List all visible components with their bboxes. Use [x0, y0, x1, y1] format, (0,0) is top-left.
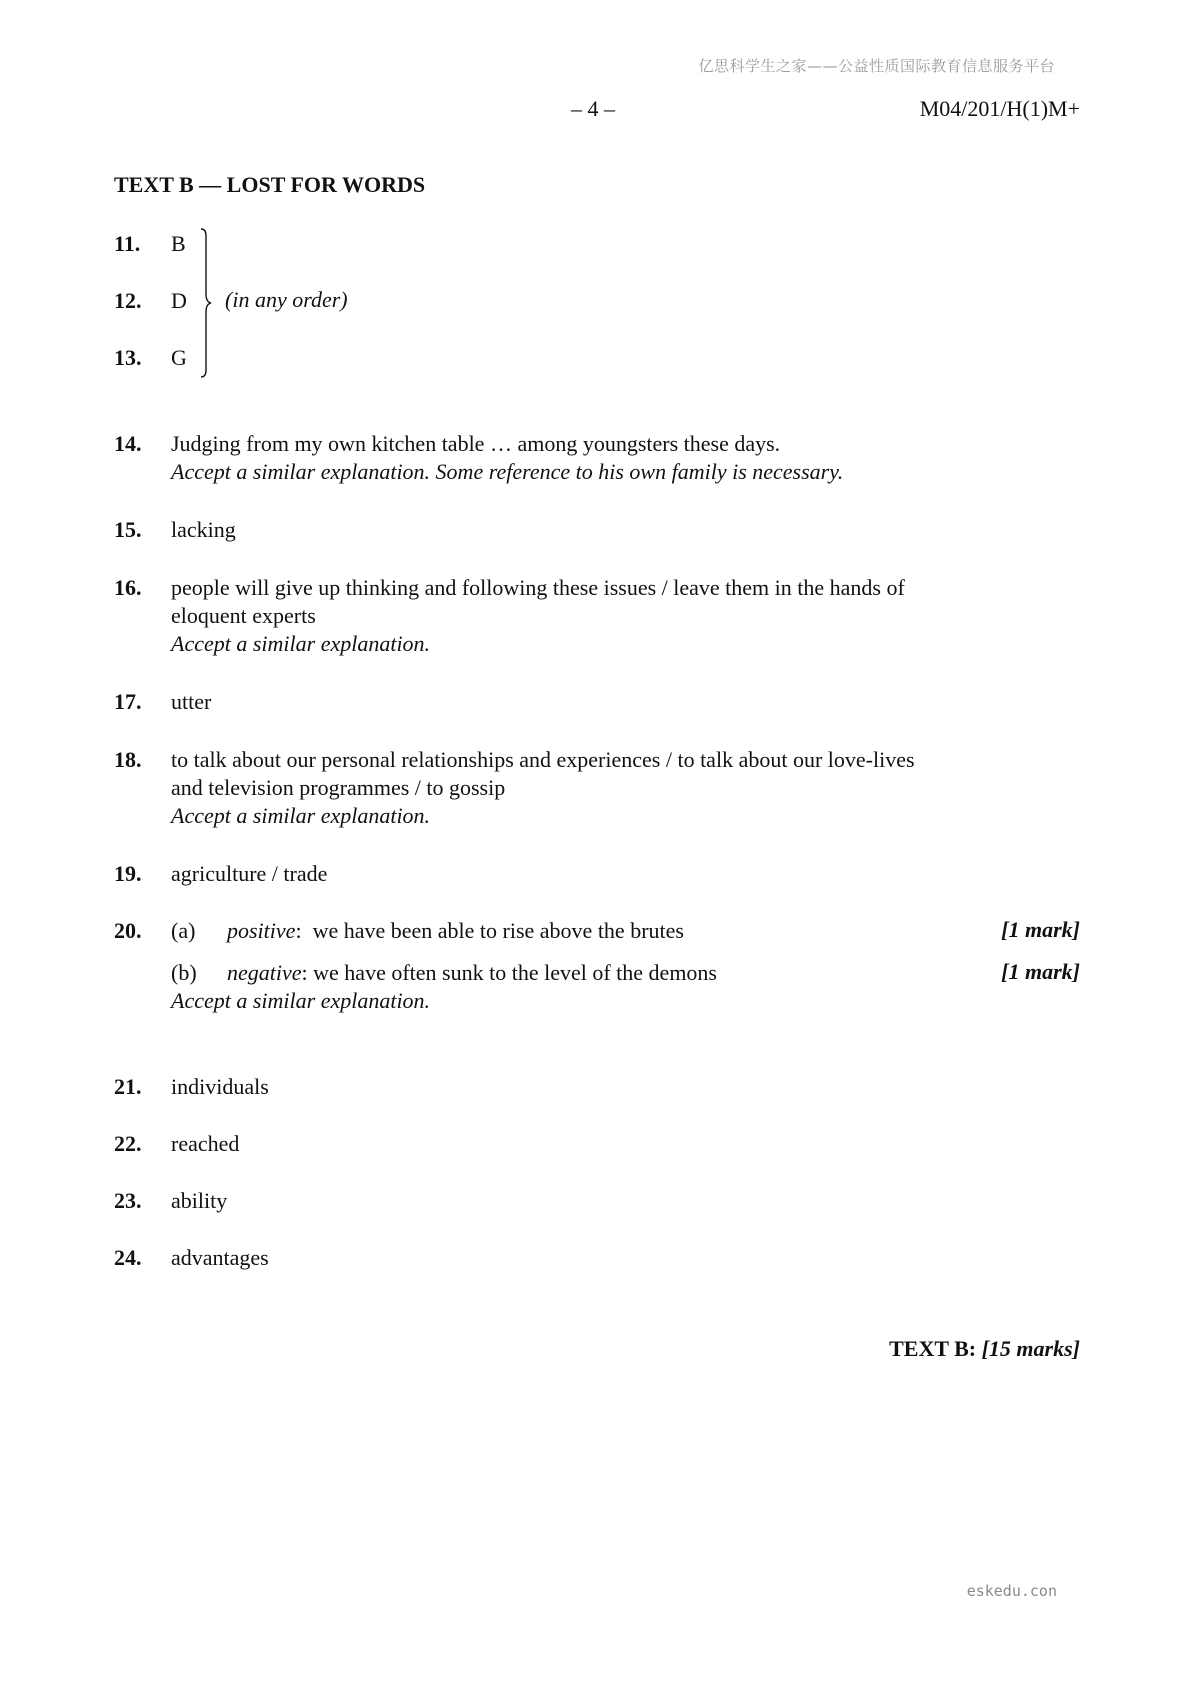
part-b-answer: negative: we have often sunk to the level of the demons — [227, 960, 717, 985]
question-number: 18. — [114, 747, 142, 772]
part-a-answer: positive: we have been able to rise above the brutes — [227, 918, 684, 943]
answer: Judging from my own kitchen table … among youngsters these days. — [171, 431, 781, 456]
question-number: 22. — [114, 1131, 142, 1156]
answer-line-2: eloquent experts — [171, 603, 316, 628]
answer: B — [171, 231, 186, 256]
question-number: 24. — [114, 1245, 142, 1270]
right-brace-icon — [200, 228, 212, 378]
answer: agriculture / trade — [171, 861, 328, 886]
document-code: M04/201/H(1)M+ — [919, 96, 1080, 121]
answer-line-2: and television programmes / to gossip — [171, 775, 506, 800]
part-a-key: positive — [227, 918, 296, 943]
question-number: 19. — [114, 861, 142, 886]
answer: lacking — [171, 517, 236, 542]
total-label: TEXT B: — [889, 1336, 977, 1361]
total-marks — [889, 1336, 1080, 1362]
marker-note: Accept a similar explanation. — [171, 988, 431, 1013]
answer: utter — [171, 689, 212, 714]
answer: G — [171, 345, 187, 370]
watermark-top: 亿思科学生之家——公益性质国际教育信息服务平台 — [698, 57, 1055, 75]
part-b-text: we have often sunk to the level of the demons — [313, 960, 717, 985]
answer: reached — [171, 1131, 240, 1156]
answer: ability — [171, 1188, 228, 1213]
question-number: 11. — [114, 231, 141, 256]
question-number: 14. — [114, 431, 142, 456]
mark-allocation-a: [1 mark] — [1001, 917, 1080, 942]
question-number: 23. — [114, 1188, 142, 1213]
total-value: [15 marks] — [981, 1336, 1080, 1361]
answer: D — [171, 288, 187, 313]
marker-note: Accept a similar explanation. Some reference to his own family is necessary. — [171, 459, 844, 484]
answer-line-1: to talk about our personal relationships and experiences / to talk about our love-lives — [171, 747, 915, 772]
answer-line-1: people will give up thinking and following these issues / leave them in the hands of — [171, 575, 905, 600]
answer: individuals — [171, 1074, 269, 1099]
question-number: 21. — [114, 1074, 142, 1099]
marker-note: Accept a similar explanation. — [171, 803, 431, 828]
question-number: 13. — [114, 345, 142, 370]
question-number: 12. — [114, 288, 142, 313]
watermark-bottom: eskedu.con — [966, 1582, 1057, 1600]
part-a-text: we have been able to rise above the brutes — [312, 918, 684, 943]
part-b-label: (b) — [171, 960, 197, 985]
question-number: 20. — [114, 918, 142, 943]
part-b-key: negative — [227, 960, 302, 985]
mark-allocation-b: [1 mark] — [1001, 959, 1080, 984]
part-a-label: (a) — [171, 918, 196, 943]
question-number: 15. — [114, 517, 142, 542]
question-number: 16. — [114, 575, 142, 600]
question-number: 17. — [114, 689, 142, 714]
in-any-order-note: (in any order) — [225, 287, 348, 312]
marker-note: Accept a similar explanation. — [171, 631, 431, 656]
section-heading: TEXT B — LOST FOR WORDS — [114, 172, 426, 197]
answer: advantages — [171, 1245, 269, 1270]
page-number: – 4 – — [571, 96, 615, 121]
